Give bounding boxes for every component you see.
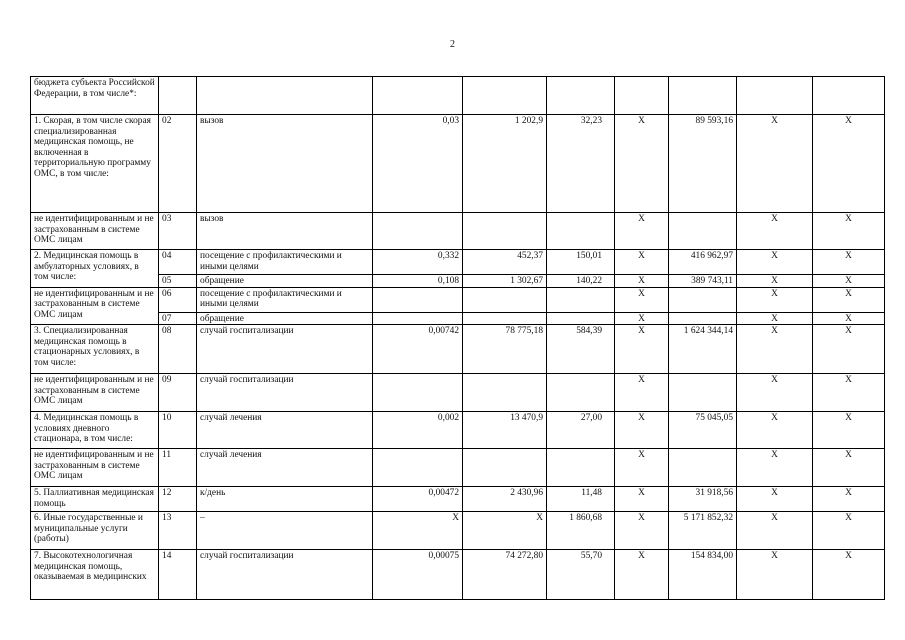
x-cell: X [615,115,669,213]
norm-cell: 0,00075 [373,550,463,600]
x-cell: X [813,487,885,512]
x-cell: X [737,487,813,512]
row-label: 6. Иные государственные и муниципальные услуги (работы) [31,512,159,550]
table-row [31,512,885,550]
unit-cell: случай госпитализации [197,550,373,600]
x-cell: X [737,250,813,275]
cost-cell [463,449,547,487]
table-row [31,287,885,312]
x-cell: X [813,287,885,312]
table-row [31,412,885,449]
norm-cell: 0,00472 [373,487,463,512]
per-capita-cell: 1 860,68 [547,512,615,550]
x-cell: X [737,325,813,374]
x-cell: X [813,374,885,412]
unit-cell: посещение с профилактическими и иными целями [197,250,373,275]
norm-cell: 0,108 [373,275,463,288]
cost-cell: 452,37 [463,250,547,275]
total-cell: 75 045,05 [669,412,737,449]
norm-cell [373,374,463,412]
norm-cell [373,449,463,487]
per-capita-cell [547,213,615,250]
x-cell: X [737,374,813,412]
total-cell: 31 918,56 [669,487,737,512]
x-cell: X [737,512,813,550]
row-code: 08 [159,325,197,374]
x-cell: X [615,449,669,487]
x-cell: X [813,250,885,275]
x-cell: X [615,374,669,412]
cell [615,77,669,115]
cost-cell: 78 775,18 [463,325,547,374]
x-cell: X [813,550,885,600]
page-number: 2 [450,39,455,50]
norm-cell: 0,03 [373,115,463,213]
cost-cell: 1 202,9 [463,115,547,213]
row-code: 04 [159,250,197,275]
total-cell [669,374,737,412]
cell [547,77,615,115]
table-row [31,213,885,250]
table-row [31,77,885,115]
financing-table [30,76,885,600]
cell [669,77,737,115]
row-label: не идентифицированным и не застрахованным в системе ОМС лицам [31,213,159,250]
cost-cell [463,374,547,412]
total-cell [669,449,737,487]
cell [737,77,813,115]
table-row [31,275,885,288]
total-cell: 5 171 852,32 [669,512,737,550]
x-cell: X [615,250,669,275]
table-row [31,374,885,412]
total-cell [669,213,737,250]
unit-cell: посещение с профилактическими и иными целями [197,287,373,312]
unit-cell: случай лечения [197,449,373,487]
row-label: 7. Высокотехнологичная медицинская помощь, оказываемая в медицинских [31,550,159,600]
per-capita-cell [547,374,615,412]
per-capita-cell: 140,22 [547,275,615,288]
row-code: 02 [159,115,197,213]
cost-cell [463,213,547,250]
per-capita-cell: 27,00 [547,412,615,449]
cost-cell [463,287,547,312]
x-cell: X [813,449,885,487]
cell [463,77,547,115]
unit-cell: случай лечения [197,412,373,449]
x-cell: X [615,412,669,449]
norm-cell [373,287,463,312]
per-capita-cell: 55,70 [547,550,615,600]
norm-cell [373,213,463,250]
unit-cell: – [197,512,373,550]
cost-cell: 2 430,96 [463,487,547,512]
per-capita-cell [547,312,615,325]
table-row [31,325,885,374]
per-capita-cell: 150,01 [547,250,615,275]
x-cell: X [615,312,669,325]
norm-cell [373,312,463,325]
row-code: 09 [159,374,197,412]
x-cell: X [813,412,885,449]
total-cell [669,287,737,312]
cost-cell: 74 272,80 [463,550,547,600]
total-cell [669,312,737,325]
row-code: 13 [159,512,197,550]
x-cell: X [813,325,885,374]
row-label: 3. Специализированная медицинская помощь в стационарных условиях, в том числе: [31,325,159,374]
cost-cell: 1 302,67 [463,275,547,288]
unit-cell: обращение [197,275,373,288]
x-cell: X [813,115,885,213]
cell [159,77,197,115]
table-row [31,487,885,512]
row-label: бюджета субъекта Российской Федерации, в том числе*: [31,77,159,115]
x-cell: X [615,487,669,512]
row-label: не идентифицированным и не застрахованным в системе ОМС лицам [31,287,159,325]
unit-cell: случай госпитализации [197,325,373,374]
table-row [31,550,885,600]
x-cell: X [615,275,669,288]
row-label: 5. Паллиативная медицинская помощь [31,487,159,512]
cell [197,77,373,115]
cell [813,77,885,115]
row-code: 03 [159,213,197,250]
total-cell: 89 593,16 [669,115,737,213]
total-cell: 416 962,97 [669,250,737,275]
row-code: 05 [159,275,197,288]
row-label: не идентифицированным и не застрахованным в системе ОМС лицам [31,449,159,487]
x-cell: X [615,287,669,312]
x-cell: X [615,512,669,550]
table-row [31,115,885,213]
x-cell: X [737,275,813,288]
x-cell: X [737,287,813,312]
norm-cell: 0,00742 [373,325,463,374]
row-label: 4. Медицинская помощь в условиях дневного стационара, в том числе: [31,412,159,449]
x-cell: X [737,312,813,325]
x-cell: X [813,312,885,325]
x-cell: X [737,412,813,449]
unit-cell: вызов [197,115,373,213]
per-capita-cell: 584,39 [547,325,615,374]
per-capita-cell [547,287,615,312]
row-code: 11 [159,449,197,487]
x-cell: X [615,550,669,600]
x-cell: X [813,512,885,550]
per-capita-cell: 11,48 [547,487,615,512]
row-code: 06 [159,287,197,312]
x-cell: X [737,550,813,600]
cost-cell: X [463,512,547,550]
x-cell: X [813,213,885,250]
table-row [31,449,885,487]
row-label: 2. Медицинская помощь в амбулаторных условиях, в том числе: [31,250,159,288]
row-code: 14 [159,550,197,600]
table-row [31,312,885,325]
unit-cell: вызов [197,213,373,250]
cell [373,77,463,115]
x-cell: X [737,115,813,213]
cost-cell: 13 470,9 [463,412,547,449]
total-cell: 389 743,11 [669,275,737,288]
norm-cell: X [373,512,463,550]
x-cell: X [813,275,885,288]
x-cell: X [615,213,669,250]
x-cell: X [615,325,669,374]
x-cell: X [737,449,813,487]
per-capita-cell [547,449,615,487]
cost-cell [463,312,547,325]
row-code: 10 [159,412,197,449]
per-capita-cell: 32,23 [547,115,615,213]
table-row [31,250,885,275]
total-cell: 154 834,00 [669,550,737,600]
total-cell: 1 624 344,14 [669,325,737,374]
row-code: 07 [159,312,197,325]
row-label: 1. Скорая, в том числе скорая специализированная медицинская помощь, не включенная в территориальную программу ОМС, в том числе: [31,115,159,213]
unit-cell: к/день [197,487,373,512]
norm-cell: 0,332 [373,250,463,275]
row-label: не идентифицированным и не застрахованным в системе ОМС лицам [31,374,159,412]
unit-cell: случай госпитализации [197,374,373,412]
x-cell: X [737,213,813,250]
unit-cell: обращение [197,312,373,325]
norm-cell: 0,002 [373,412,463,449]
row-code: 12 [159,487,197,512]
